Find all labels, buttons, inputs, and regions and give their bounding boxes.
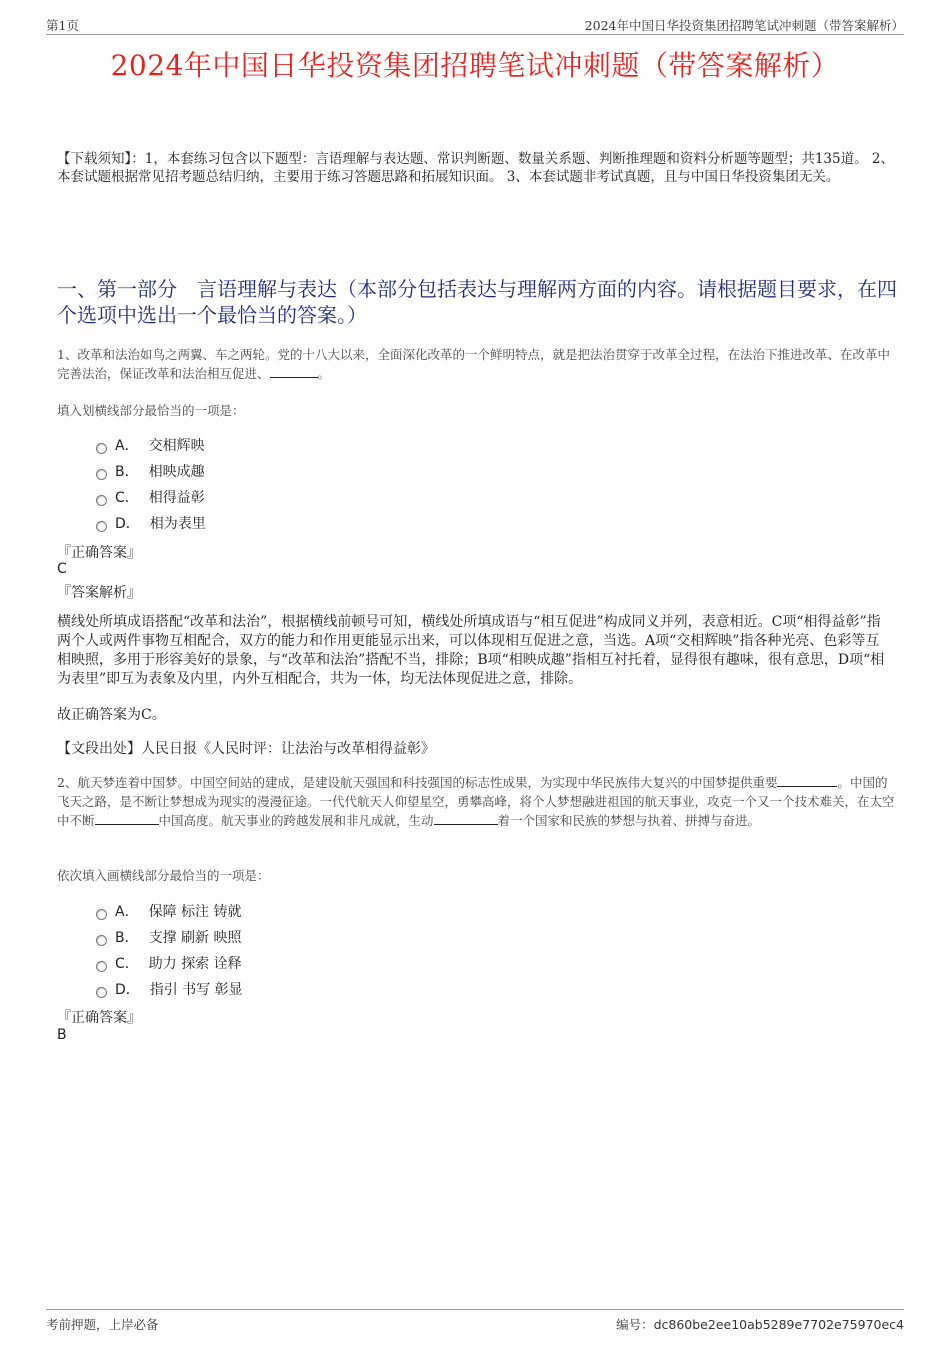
answer-blank <box>434 813 498 825</box>
radio-icon[interactable] <box>96 443 107 454</box>
radio-icon[interactable] <box>96 521 107 532</box>
page-footer <box>46 1309 904 1336</box>
q2-option-c[interactable]: C． 助力 探索 诠释 <box>96 950 243 976</box>
q1-option-a[interactable]: A． 交相辉映 <box>96 432 206 458</box>
section-title: 一、第一部分 言语理解与表达（本部分包括表达与理解两方面的内容。请根据题目要求，在四个选项中选出一个最恰当的答案。） <box>57 277 897 327</box>
radio-icon[interactable] <box>96 469 107 480</box>
header-doc-title: 2024年中国日华投资集团招聘笔试冲刺题（带答案解析） <box>584 18 904 33</box>
q1-option-c[interactable]: C． 相得益彰 <box>96 484 206 510</box>
q2-answer-tag: 『正确答案』 <box>57 1010 141 1026</box>
q1-conclusion: 故正确答案为C。 <box>57 707 166 723</box>
answer-blank <box>95 813 159 825</box>
q1-source: 【文段出处】人民日报《人民时评：让法治与改革相得益彰》 <box>57 741 435 757</box>
radio-icon[interactable] <box>96 495 107 506</box>
answer-blank <box>270 366 318 378</box>
q1-option-d[interactable]: D． 相为表里 <box>96 510 206 536</box>
question-1-options <box>96 432 206 536</box>
radio-icon[interactable] <box>96 961 107 972</box>
answer-blank <box>777 775 837 787</box>
q1-analysis: 横线处所填成语搭配“改革和法治”，根据横线前顿号可知，横线处所填成语与“相互促进”构成同义并列，表意相近。C项“相得益彰”指两个人或两件事物互相配合，双方的能力和作用更能显示出来，可以体现相互促进之意，当选。A项“交相辉映”指各种光亮、色彩等互相映照，多用于形容美好的景象，与“改革和法治”搭配不当，排除；B项“相映成趣”指相互衬托着，显得很有趣味，很有意思，D项“相为表里”即互为表象及内里，内外互相配合，共为一体，均无法体现促进之意，排除。 <box>57 614 885 687</box>
q1-analysis-tag: 『答案解析』 <box>57 585 141 601</box>
question-1-prompt: 填入划横线部分最恰当的一项是： <box>57 403 245 418</box>
q2-option-d[interactable]: D． 指引 书写 彰显 <box>96 976 243 1002</box>
page-title: 2024年中国日华投资集团招聘笔试冲刺题（带答案解析） <box>110 49 840 82</box>
page-number: 第1页 <box>46 18 79 33</box>
radio-icon[interactable] <box>96 935 107 946</box>
question-1-text: 1、改革和法治如鸟之两翼、车之两轮。党的十八大以来，全面深化改革的一个鲜明特点，就是把法治贯穿于改革全过程，在法治下推进改革、在改革中完善法治，保证改革和法治相互促进、 。 <box>57 347 890 381</box>
page-header <box>46 14 904 35</box>
question-2-prompt: 依次填入画横线部分最恰当的一项是： <box>57 868 270 883</box>
download-notice: 【下载须知】：1，本套练习包含以下题型：言语理解与表达题、常识判断题、数量关系题、判断推理题和资料分析题等题型；共135道。 2、本套试题根据常见招考题总结归纳，主要用于练习答题思路和拓展知识面。 3、本套试题非考试真题，且与中国日华投资集团无关。 <box>57 151 894 185</box>
radio-icon[interactable] <box>96 987 107 998</box>
q1-answer-tag: 『正确答案』 <box>57 545 141 561</box>
q2-option-b[interactable]: B． 支撑 刷新 映照 <box>96 924 243 950</box>
radio-icon[interactable] <box>96 909 107 920</box>
q1-option-b[interactable]: B． 相映成趣 <box>96 458 206 484</box>
q2-option-a[interactable]: A． 保障 标注 铸就 <box>96 898 243 924</box>
question-2-options <box>96 898 243 1002</box>
footer-code: 编号：dc860be2ee10ab5289e7702e75970ec4 <box>616 1317 904 1332</box>
question-2-text: 2、航天梦连着中国梦。中国空间站的建成，是建设航天强国和科技强国的标志性成果，为实现中华民族伟大复兴的中国梦提供重要 。中国的飞天之路，是不断让梦想成为现实的漫漫征途。一代代航天人仰望星空，勇攀高峰，将个人梦想融进祖国的航天事业，攻克一个又一个技术难关，在太空中不断 中国高度。航天事业的跨越发展和非凡成就，生动 着一个国家和民族的梦想与执着、拼搏与奋进。 <box>57 775 895 828</box>
footer-slogan: 考前押题，上岸必备 <box>46 1317 159 1332</box>
q2-answer: B <box>57 1027 67 1043</box>
q1-answer: C <box>57 561 67 577</box>
